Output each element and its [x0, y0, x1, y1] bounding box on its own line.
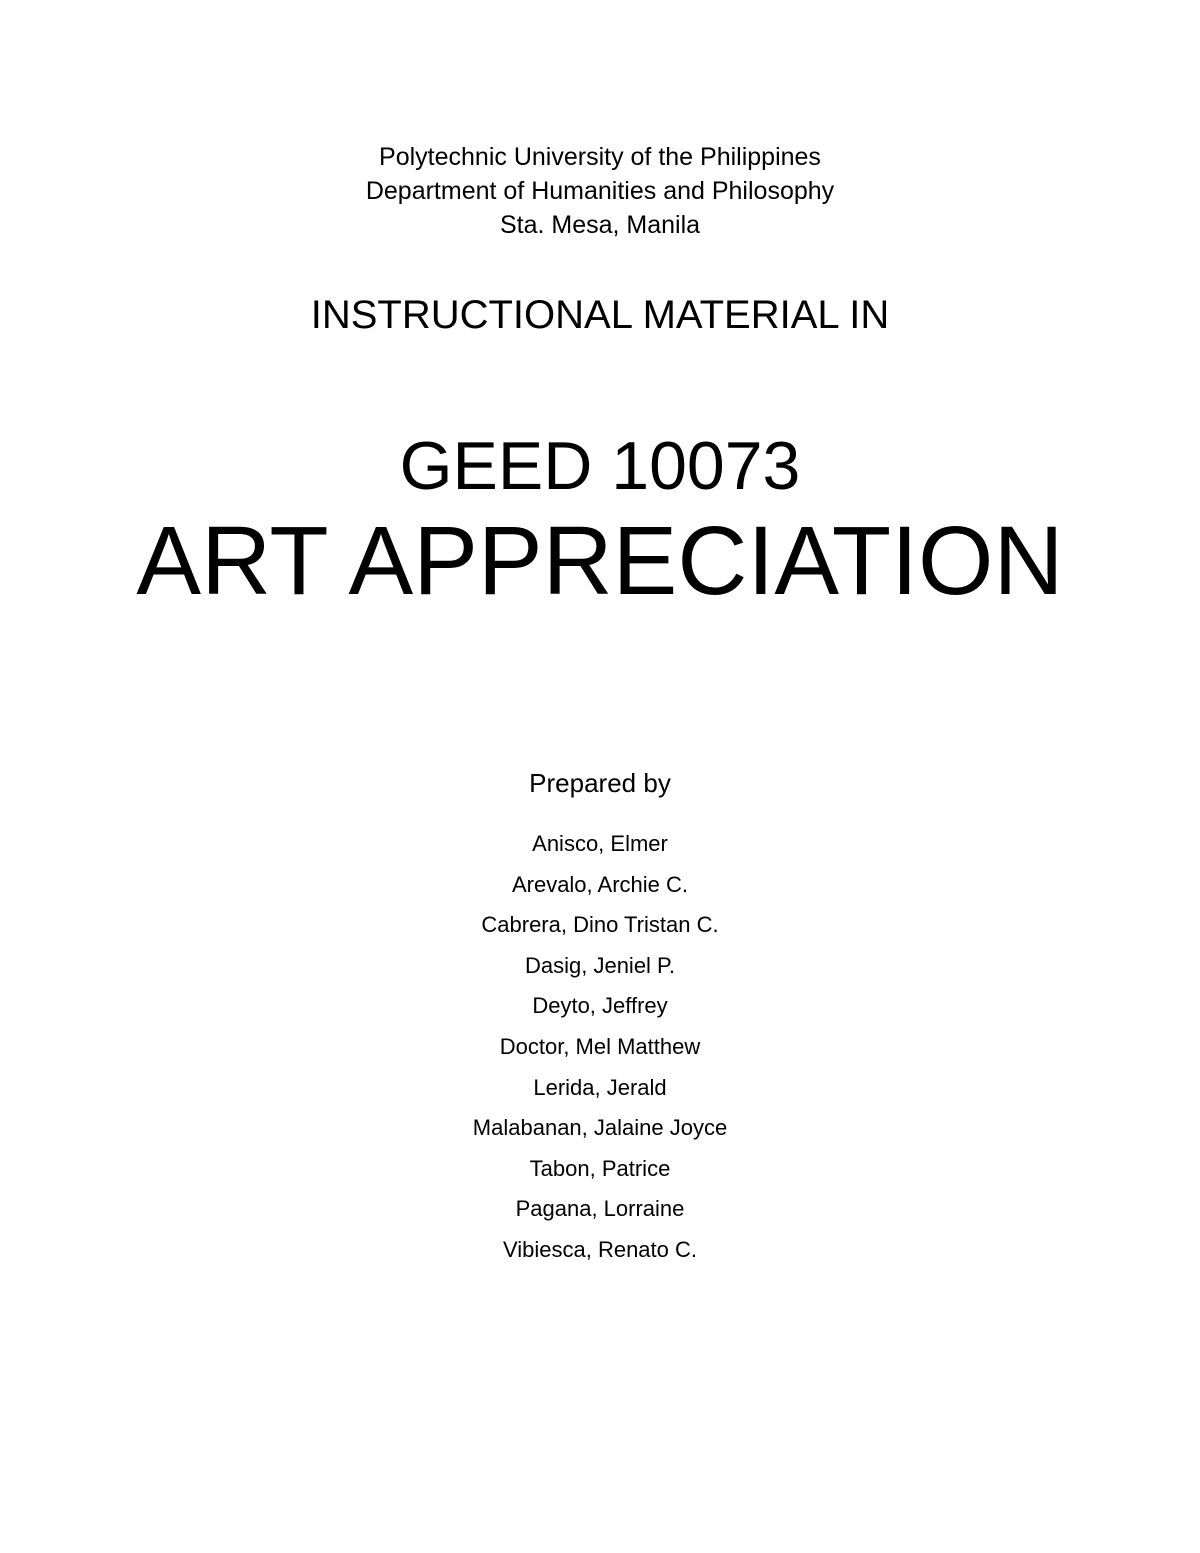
author-name: Malabanan, Jalaine Joyce [472, 1115, 728, 1141]
author-name: Arevalo, Archie C. [511, 871, 689, 897]
course-code: GEED 10073 [399, 428, 801, 504]
author-name: Pagana, Lorraine [515, 1196, 685, 1222]
author-name: Lerida, Jerald [533, 1074, 667, 1100]
author-list [0, 829, 1200, 1276]
author-name: Dasig, Jeniel P. [524, 952, 675, 978]
author-name: Cabrera, Dino Tristan C. [481, 912, 719, 938]
course-title: ART APPRECIATION [136, 506, 1064, 615]
author-name: Anisco, Elmer [532, 831, 668, 856]
author-name: Tabon, Patrice [529, 1155, 671, 1181]
author-name: Doctor, Mel Matthew [499, 1033, 701, 1059]
author-name: Deyto, Jeffrey [532, 993, 668, 1019]
department-name: Department of Humanities and Philosophy [365, 177, 835, 205]
author-name: Vibiesca, Renato C. [502, 1236, 698, 1262]
material-heading: INSTRUCTIONAL MATERIAL IN [310, 293, 890, 337]
location: Sta. Mesa, Manila [499, 211, 701, 239]
prepared-by-label: Prepared by [529, 768, 671, 798]
university-name: Polytechnic University of the Philippines [379, 143, 821, 171]
